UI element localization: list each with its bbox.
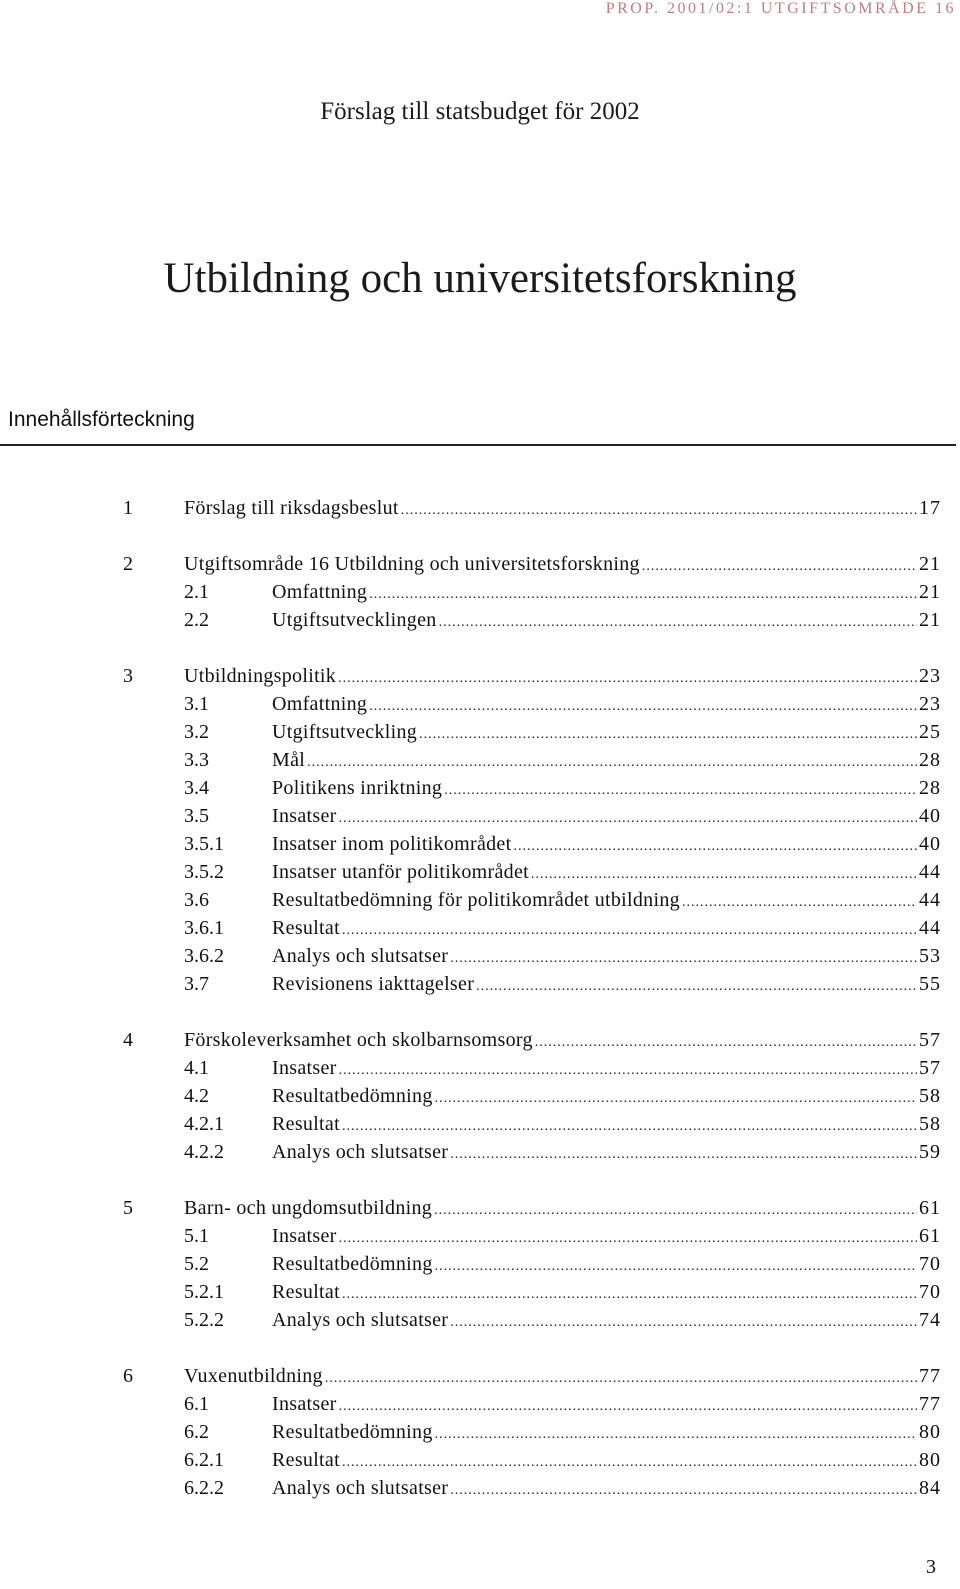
toc-entry-title: Insatser inom politikområdet: [272, 833, 512, 855]
toc-entry-number: 4.1: [184, 1057, 209, 1079]
toc-entry-title: Förslag till riksdagsbeslut: [184, 497, 399, 519]
toc-entry-page: 21: [919, 553, 941, 575]
toc-entry-number: 4: [123, 1029, 133, 1051]
toc-subentry[interactable]: [0, 942, 960, 970]
dot-leader: [513, 833, 917, 861]
toc-entry-line: [272, 606, 941, 637]
toc-entry-page: 80: [919, 1421, 941, 1443]
dot-leader: [444, 777, 917, 805]
running-header: PROP. 2001/02:1 UTGIFTSOMRÅDE 16: [605, 0, 956, 17]
toc-entry-number: 3.6: [184, 889, 209, 911]
dot-leader: [339, 1057, 917, 1085]
toc-entry-line: [272, 746, 941, 777]
toc-subentry[interactable]: [0, 914, 960, 942]
toc-entry-line: [272, 1418, 941, 1449]
toc-chapter-entry[interactable]: [0, 662, 960, 690]
toc-subentry[interactable]: [0, 1110, 960, 1138]
toc-chapter-entry[interactable]: [0, 1362, 960, 1390]
toc-chapter-group: [0, 1362, 960, 1502]
dot-leader: [369, 693, 917, 721]
toc-entry-title: Resultat: [272, 1281, 340, 1303]
toc-entry-page: 17: [919, 497, 941, 519]
toc-entry-number: 3.4: [184, 777, 209, 799]
toc-entry-page: 57: [919, 1057, 941, 1079]
toc-subentry[interactable]: [0, 1446, 960, 1474]
dot-leader: [342, 1449, 917, 1477]
toc-entry-title: Barn- och ungdomsutbildning: [184, 1197, 433, 1219]
toc-entry-line: [272, 1138, 941, 1169]
toc-subentry[interactable]: [0, 1250, 960, 1278]
toc-entry-number: 6.1: [184, 1393, 209, 1415]
toc-entry-number: 3.5.2: [184, 861, 224, 883]
toc-entry-title: Resultat: [272, 917, 340, 939]
toc-entry-page: 21: [919, 609, 941, 631]
dot-leader: [535, 1029, 917, 1057]
toc-entry-title: Analys och slutsatser: [272, 1309, 449, 1331]
toc-entry-number: 3.6.2: [184, 945, 224, 967]
toc-subentry[interactable]: [0, 1082, 960, 1110]
dot-leader: [476, 973, 917, 1001]
toc-entry-number: 6.2: [184, 1421, 209, 1443]
toc-entry-title: Analys och slutsatser: [272, 1141, 449, 1163]
toc-entry-title: Utgiftsutvecklingen: [272, 609, 437, 631]
toc-entry-title: Insatser: [272, 1225, 337, 1247]
toc-entry-title: Insatser utanför politikområdet: [272, 861, 530, 883]
toc-entry-title: Insatser: [272, 805, 337, 827]
toc-subentry[interactable]: [0, 970, 960, 998]
toc-subentry[interactable]: [0, 830, 960, 858]
toc-heading: Innehållsförteckning: [8, 408, 195, 431]
toc-subentry[interactable]: [0, 690, 960, 718]
toc-entry-line: [272, 942, 941, 973]
dot-leader: [450, 1141, 917, 1169]
toc-entry-title: Insatser: [272, 1393, 337, 1415]
toc-chapter-entry[interactable]: [0, 1026, 960, 1054]
toc-entry-number: 5: [123, 1197, 133, 1219]
toc-entry-page: 25: [919, 721, 941, 743]
toc-entry-number: 3.5: [184, 805, 209, 827]
toc-entry-title: Resultat: [272, 1449, 340, 1471]
toc-entry-line: [272, 1082, 941, 1113]
toc-entry-title: Resultatbedömning: [272, 1253, 433, 1275]
toc-entry-page: 77: [919, 1365, 941, 1387]
toc-entry-number: 6.2.1: [184, 1449, 224, 1471]
toc-chapter-entry[interactable]: [0, 550, 960, 578]
toc-chapter-group: [0, 1194, 960, 1334]
toc-subentry[interactable]: [0, 1054, 960, 1082]
toc-subentry[interactable]: [0, 1278, 960, 1306]
toc-subentry[interactable]: [0, 1474, 960, 1502]
toc-entry-line: [272, 1110, 941, 1141]
dot-leader: [450, 1309, 917, 1337]
toc-subentry[interactable]: [0, 1390, 960, 1418]
toc-entry-page: 58: [919, 1085, 941, 1107]
toc-chapter-entry[interactable]: [0, 494, 960, 522]
toc-entry-page: 53: [919, 945, 941, 967]
dot-leader: [338, 665, 917, 693]
toc-chapter-group: [0, 550, 960, 634]
toc-entry-line: [184, 494, 941, 525]
toc-entry-line: [184, 1362, 941, 1393]
toc-chapter-group: [0, 1026, 960, 1166]
toc-entry-line: [272, 578, 941, 609]
toc-entry-number: 1: [123, 497, 133, 519]
dot-leader: [419, 721, 917, 749]
toc-chapter-group: [0, 494, 960, 522]
toc-entry-number: 3.1: [184, 693, 209, 715]
dot-leader: [439, 609, 917, 637]
toc-entry-line: [184, 550, 941, 581]
toc-entry-title: Utgiftsutveckling: [272, 721, 418, 743]
page-title: Utbildning och universitetsforskning: [163, 255, 797, 302]
dot-leader: [369, 581, 917, 609]
toc-entry-number: 2.2: [184, 609, 209, 631]
dot-leader: [339, 1225, 917, 1253]
toc-subentry[interactable]: [0, 606, 960, 634]
toc-entry-title: Vuxenutbildning: [184, 1365, 323, 1387]
dot-leader: [642, 553, 917, 581]
toc-subentry[interactable]: [0, 1138, 960, 1166]
toc-entry-number: 5.2: [184, 1253, 209, 1275]
dot-leader: [325, 1365, 917, 1393]
dot-leader: [682, 889, 917, 917]
toc-entry-page: 55: [919, 973, 941, 995]
toc-entry-line: [272, 886, 941, 917]
toc-chapter-group: [0, 662, 960, 998]
toc-entry-page: 80: [919, 1449, 941, 1471]
toc-subentry[interactable]: [0, 886, 960, 914]
toc-entry-title: Omfattning: [272, 581, 368, 603]
toc-entry-page: 74: [919, 1309, 941, 1331]
toc-entry-number: 5.1: [184, 1225, 209, 1247]
toc-entry-number: 3.5.1: [184, 833, 224, 855]
toc-entry-number: 3.7: [184, 973, 209, 995]
dot-leader: [435, 1253, 917, 1281]
toc-subentry[interactable]: [0, 1222, 960, 1250]
toc-entry-page: 57: [919, 1029, 941, 1051]
toc-entry-title: Resultatbedömning för politikområdet utbildning: [272, 889, 680, 911]
toc-entry-title: Resultatbedömning: [272, 1421, 433, 1443]
toc-entry-page: 59: [919, 1141, 941, 1163]
toc-entry-line: [272, 1390, 941, 1421]
toc-entry-title: Revisionens iakttagelser: [272, 973, 475, 995]
toc-entry-title: Mål: [272, 749, 306, 771]
toc-entry-page: 58: [919, 1113, 941, 1135]
dot-leader: [339, 805, 917, 833]
toc-entry-page: 28: [919, 777, 941, 799]
dot-leader: [401, 497, 917, 525]
toc-entry-page: 70: [919, 1253, 941, 1275]
toc-entry-number: 3: [123, 665, 133, 687]
toc-entry-page: 23: [919, 665, 941, 687]
toc-entry-line: [184, 1026, 941, 1057]
toc-entry-line: [272, 858, 941, 889]
toc-entry-number: 2: [123, 553, 133, 575]
toc-entry-line: [272, 1250, 941, 1281]
dot-leader: [342, 1113, 917, 1141]
toc-entry-page: 44: [919, 861, 941, 883]
toc-entry-page: 44: [919, 889, 941, 911]
toc-entry-line: [272, 914, 941, 945]
toc-entry-line: [272, 1306, 941, 1337]
toc-entry-line: [272, 690, 941, 721]
dot-leader: [450, 1477, 917, 1505]
toc-entry-line: [272, 1054, 941, 1085]
toc-entry-line: [272, 1474, 941, 1505]
toc-entry-number: 4.2: [184, 1085, 209, 1107]
toc-entry-title: Resultatbedömning: [272, 1085, 433, 1107]
dot-leader: [342, 1281, 917, 1309]
toc-entry-number: 3.6.1: [184, 917, 224, 939]
toc-entry-line: [272, 718, 941, 749]
toc-entry-line: [184, 1194, 941, 1225]
dot-leader: [531, 861, 917, 889]
toc-subentry[interactable]: [0, 746, 960, 774]
toc-entry-page: 21: [919, 581, 941, 603]
toc-subentry[interactable]: [0, 1418, 960, 1446]
heading-rule: [0, 444, 956, 446]
toc-entry-title: Insatser: [272, 1057, 337, 1079]
toc-entry-title: Analys och slutsatser: [272, 1477, 449, 1499]
toc-entry-title: Politikens inriktning: [272, 777, 443, 799]
toc-entry-line: [272, 774, 941, 805]
toc-entry-page: 61: [919, 1197, 941, 1219]
toc-subentry[interactable]: [0, 578, 960, 606]
toc-entry-title: Utbildningspolitik: [184, 665, 337, 687]
toc-entry-page: 61: [919, 1225, 941, 1247]
dot-leader: [435, 1085, 917, 1113]
toc-entry-page: 40: [919, 833, 941, 855]
page-number: 3: [926, 1556, 936, 1578]
dot-leader: [307, 749, 917, 777]
toc-entry-title: Omfattning: [272, 693, 368, 715]
toc-entry-number: 6: [123, 1365, 133, 1387]
dot-leader: [434, 1197, 917, 1225]
toc-entry-title: Utgiftsområde 16 Utbildning och universitetsforskning: [184, 553, 640, 575]
toc-entry-line: [184, 662, 941, 693]
toc-entry-line: [272, 1222, 941, 1253]
toc-entry-line: [272, 802, 941, 833]
toc-entry-number: 2.1: [184, 581, 209, 603]
toc-entry-line: [272, 830, 941, 861]
dot-leader: [450, 945, 917, 973]
toc-entry-page: 44: [919, 917, 941, 939]
toc-chapter-entry[interactable]: [0, 1194, 960, 1222]
toc-subentry[interactable]: [0, 718, 960, 746]
toc-entry-line: [272, 1446, 941, 1477]
toc-entry-page: 23: [919, 693, 941, 715]
dot-leader: [342, 917, 917, 945]
toc-subentry[interactable]: [0, 1306, 960, 1334]
toc-subentry[interactable]: [0, 774, 960, 802]
toc-entry-line: [272, 1278, 941, 1309]
dot-leader: [339, 1393, 917, 1421]
toc-entry-page: 28: [919, 749, 941, 771]
toc-entry-number: 6.2.2: [184, 1477, 224, 1499]
toc-entry-line: [272, 970, 941, 1001]
table-of-contents: [0, 494, 960, 1530]
toc-subentry[interactable]: [0, 858, 960, 886]
toc-entry-page: 84: [919, 1477, 941, 1499]
toc-entry-number: 4.2.2: [184, 1141, 224, 1163]
toc-entry-page: 77: [919, 1393, 941, 1415]
proposal-title: Förslag till statsbudget för 2002: [320, 98, 640, 125]
toc-entry-page: 70: [919, 1281, 941, 1303]
dot-leader: [435, 1421, 917, 1449]
toc-entry-number: 3.3: [184, 749, 209, 771]
toc-entry-number: 3.2: [184, 721, 209, 743]
toc-entry-number: 5.2.1: [184, 1281, 224, 1303]
toc-entry-number: 4.2.1: [184, 1113, 224, 1135]
toc-entry-title: Resultat: [272, 1113, 340, 1135]
toc-entry-number: 5.2.2: [184, 1309, 224, 1331]
toc-entry-page: 40: [919, 805, 941, 827]
toc-entry-title: Analys och slutsatser: [272, 945, 449, 967]
toc-entry-title: Förskoleverksamhet och skolbarnsomsorg: [184, 1029, 533, 1051]
toc-subentry[interactable]: [0, 802, 960, 830]
